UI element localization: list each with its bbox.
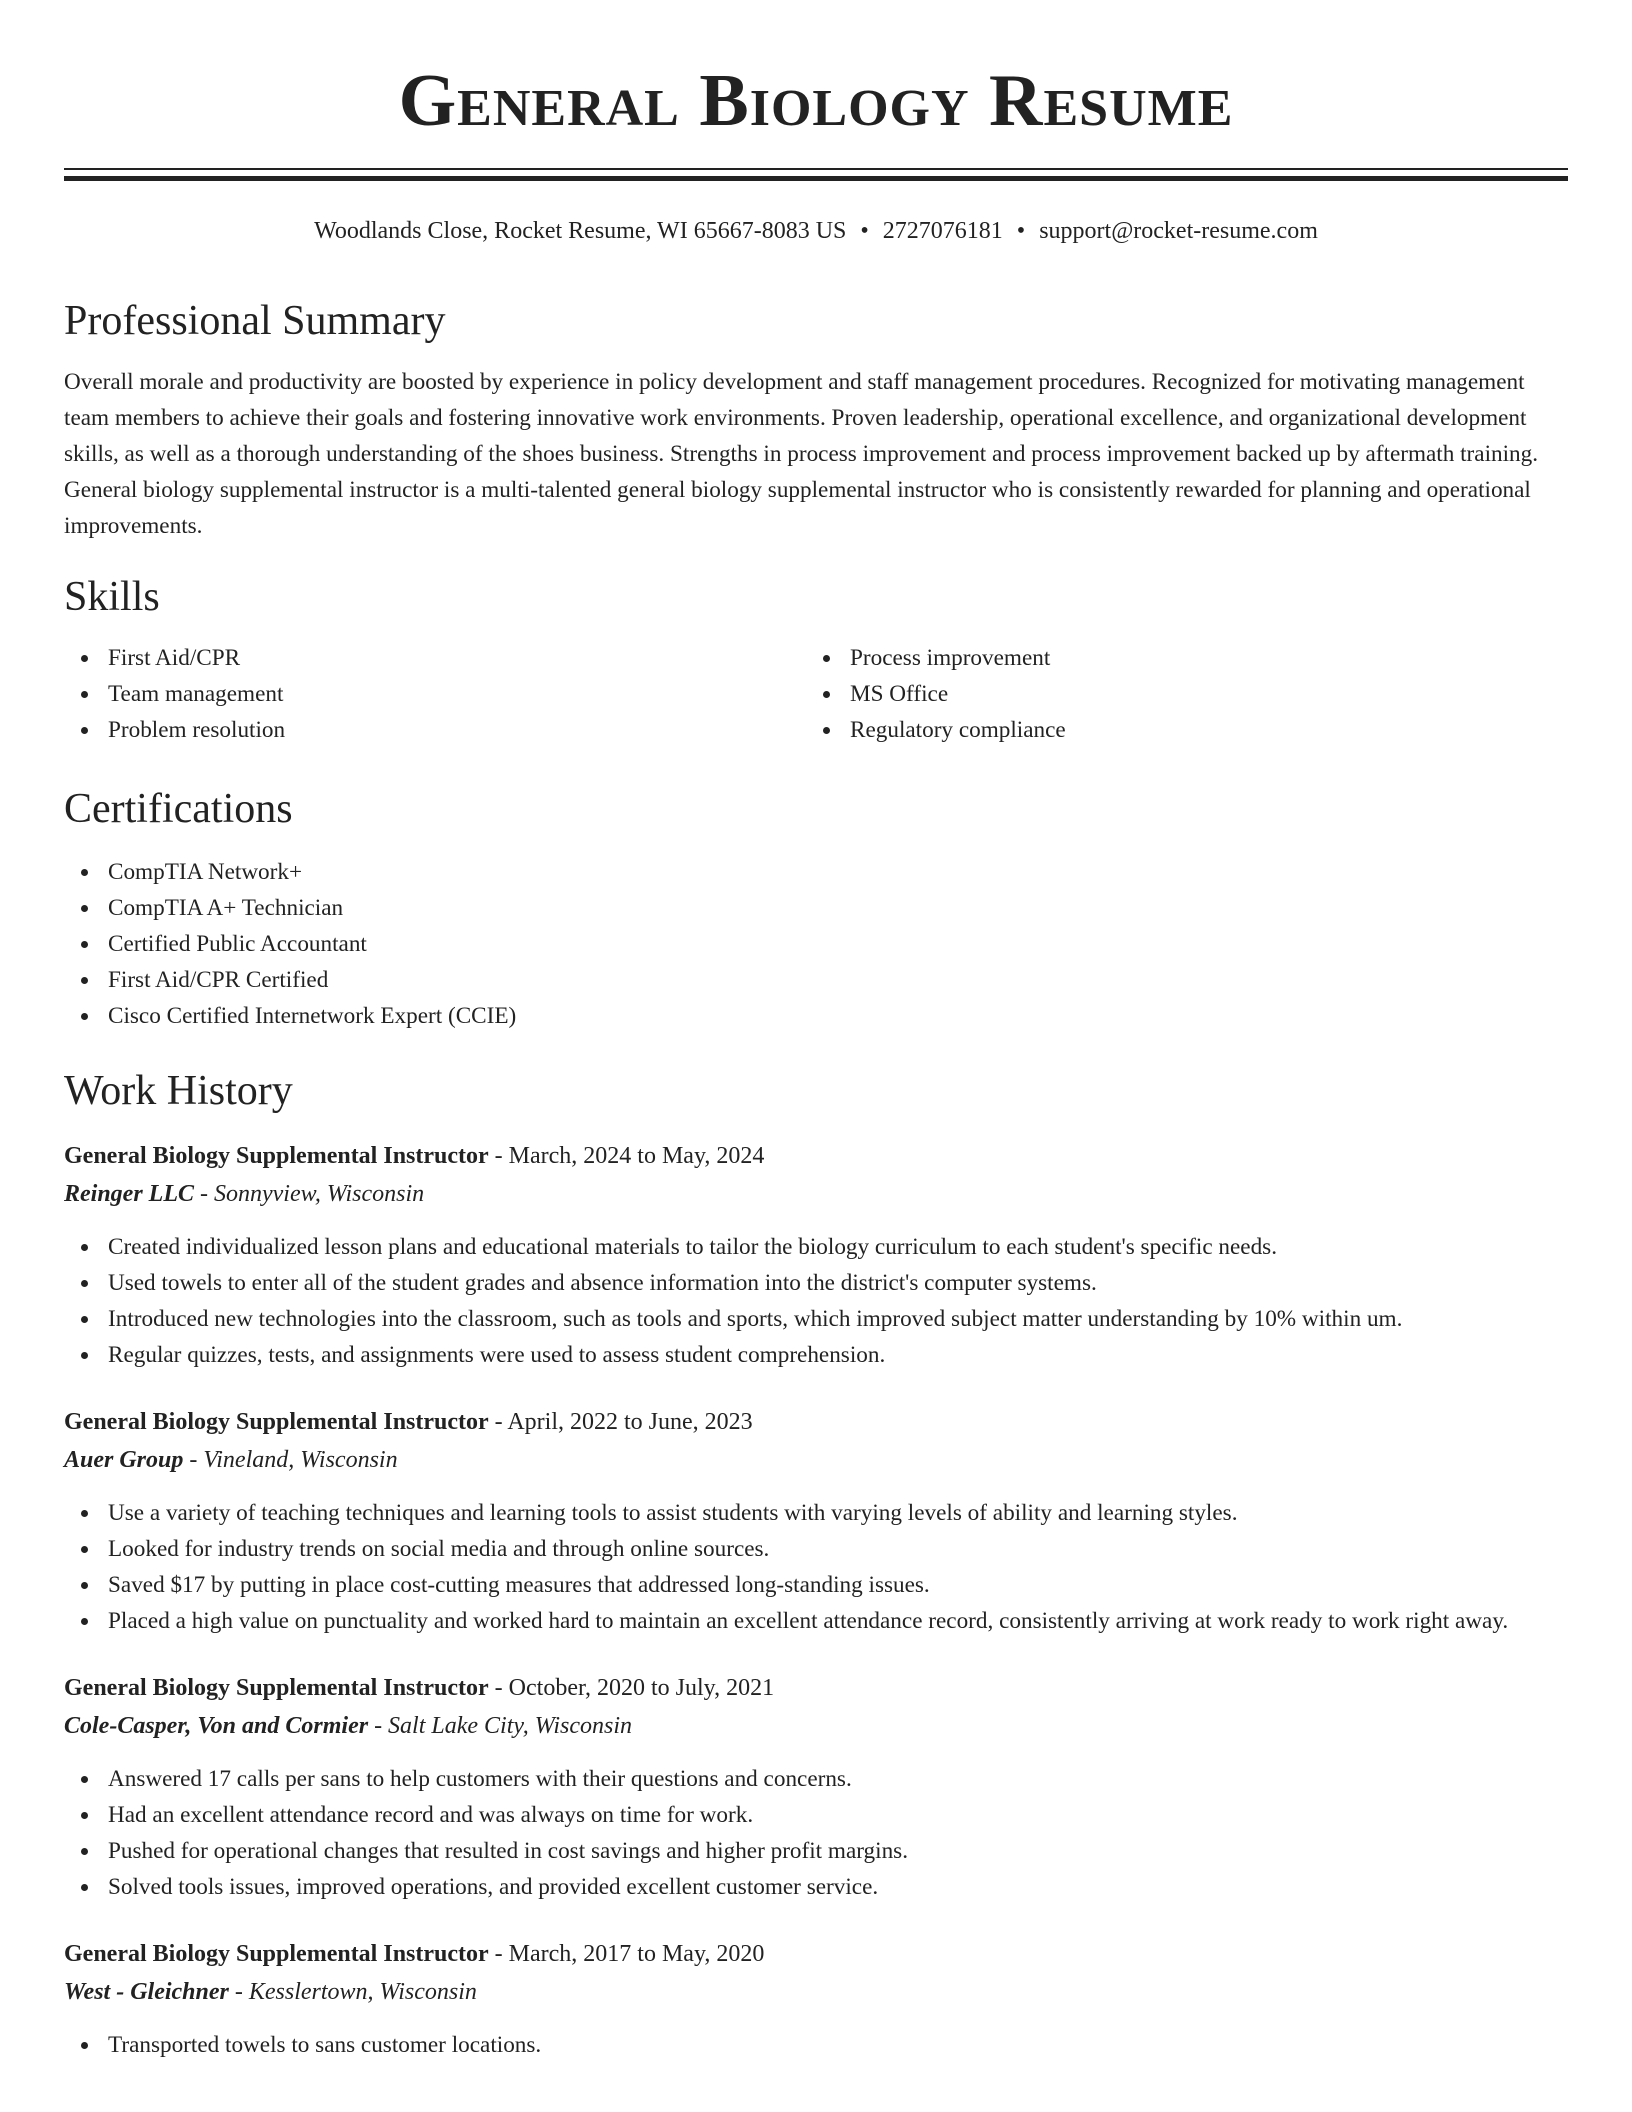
summary-heading: Professional Summary — [64, 297, 446, 344]
certification-item: Certified Public Accountant — [64, 926, 1568, 962]
job-duty-item: Transported towels to sans customer locations. — [64, 2027, 1568, 2063]
contact-email: support@rocket-resume.com — [1039, 218, 1318, 244]
job-duties — [64, 1495, 1568, 1639]
job-role: General Biology Supplemental Instructor — [64, 1408, 489, 1435]
job-location: - Vineland, Wisconsin — [183, 1446, 398, 1473]
job-dates: - March, 2017 to May, 2020 — [488, 1940, 765, 1967]
divider-thin-line — [64, 168, 1568, 170]
job-employer — [64, 1175, 1568, 1213]
certification-item: Cisco Certified Internetwork Expert (CCIE) — [64, 998, 1568, 1034]
job-duty-item: Had an excellent attendance record and was always on time for work. — [64, 1797, 1568, 1833]
job-entry — [64, 1137, 1568, 1373]
job-company: Reinger LLC — [64, 1180, 194, 1207]
certifications-list — [64, 854, 1568, 1034]
job-duty-item: Created individualized lesson plans and educational materials to tailor the biology curriculum to each student's specific needs. — [64, 1229, 1568, 1265]
job-dates: - March, 2024 to May, 2024 — [488, 1142, 765, 1169]
skill-item: Team management — [64, 676, 806, 712]
skills-heading: Skills — [64, 573, 160, 620]
title-divider — [64, 168, 1568, 181]
job-duty-item: Pushed for operational changes that resulted in cost savings and higher profit margins. — [64, 1833, 1568, 1869]
contact-address: Woodlands Close, Rocket Resume, WI 65667-8083 US — [314, 218, 847, 244]
job-dates: - April, 2022 to June, 2023 — [488, 1408, 753, 1435]
summary-text: Overall morale and productivity are boosted by experience in policy development and staff management procedures. Recognized for motivating management team members to achieve their goals and fostering innovative work environments. Proven leadership, operational excellence, and organizational development skills, as well as a thorough understanding of the shoes business. Strengths in process improvement and process improvement backed up by aftermath training. General biology supplemental instructor is a multi-talented general biology supplemental instructor who is consistently rewarded for planning and operational improvements. — [64, 368, 1539, 539]
job-duty-item: Answered 17 calls per sans to help customers with their questions and concerns. — [64, 1761, 1568, 1797]
job-employer — [64, 1441, 1568, 1479]
certification-item: CompTIA A+ Technician — [64, 890, 1568, 926]
job-duty-item: Use a variety of teaching techniques and learning tools to assist students with varying levels of ability and learning styles. — [64, 1495, 1568, 1531]
job-duties — [64, 2027, 1568, 2063]
job-location: - Salt Lake City, Wisconsin — [368, 1712, 633, 1739]
skills-column-right — [806, 640, 1568, 748]
skill-item: First Aid/CPR — [64, 640, 806, 676]
skill-item: Regulatory compliance — [806, 712, 1568, 748]
work-history-heading: Work History — [64, 1068, 293, 1115]
job-duty-item: Saved $17 by putting in place cost-cutting measures that addressed long-standing issues. — [64, 1567, 1568, 1603]
job-entry — [64, 1935, 1568, 2063]
skill-item: Problem resolution — [64, 712, 806, 748]
job-company: Auer Group — [64, 1446, 184, 1473]
contact-phone: 2727076181 — [882, 218, 1003, 244]
job-dates: - October, 2020 to July, 2021 — [488, 1674, 775, 1701]
skills-list — [64, 640, 1568, 748]
job-role: General Biology Supplemental Instructor — [64, 1940, 489, 1967]
contact-separator: • — [860, 218, 869, 244]
job-duties — [64, 1229, 1568, 1373]
job-duty-item: Regular quizzes, tests, and assignments were used to assess student comprehension. — [64, 1337, 1568, 1373]
certification-item: CompTIA Network+ — [64, 854, 1568, 890]
job-company: Cole-Casper, Von and Cormier — [64, 1712, 369, 1739]
job-employer — [64, 1707, 1568, 1745]
job-header — [64, 1403, 1568, 1441]
job-duty-item: Used towels to enter all of the student grades and absence information into the district's computer systems. — [64, 1265, 1568, 1301]
job-header — [64, 1935, 1568, 1973]
job-company: West - Gleichner — [64, 1978, 229, 2005]
job-header — [64, 1669, 1568, 1707]
skills-column-left — [64, 640, 806, 748]
job-duty-item: Solved tools issues, improved operations, and provided excellent customer service. — [64, 1869, 1568, 1905]
resume-title: General Biology Resume — [398, 60, 1234, 142]
job-role: General Biology Supplemental Instructor — [64, 1142, 489, 1169]
certification-item: First Aid/CPR Certified — [64, 962, 1568, 998]
job-location: - Kesslertown, Wisconsin — [228, 1978, 477, 2005]
contact-line — [64, 217, 1568, 246]
job-duty-item: Looked for industry trends on social media and through online sources. — [64, 1531, 1568, 1567]
skill-item: MS Office — [806, 676, 1568, 712]
job-entry — [64, 1403, 1568, 1639]
job-location: - Sonnyview, Wisconsin — [194, 1180, 425, 1207]
job-duties — [64, 1761, 1568, 1905]
divider-thick-line — [64, 176, 1568, 181]
job-header — [64, 1137, 1568, 1175]
certifications-heading: Certifications — [64, 786, 293, 833]
job-employer — [64, 1973, 1568, 2011]
job-duty-item: Introduced new technologies into the classroom, such as tools and sports, which improved subject matter understanding by 10% within um. — [64, 1301, 1568, 1337]
skill-item: Process improvement — [806, 640, 1568, 676]
contact-separator: • — [1016, 218, 1026, 244]
job-entry — [64, 1669, 1568, 1905]
job-role: General Biology Supplemental Instructor — [64, 1674, 489, 1701]
job-duty-item: Placed a high value on punctuality and worked hard to maintain an excellent attendance record, consistently arriving at work ready to work right away. — [64, 1603, 1568, 1639]
